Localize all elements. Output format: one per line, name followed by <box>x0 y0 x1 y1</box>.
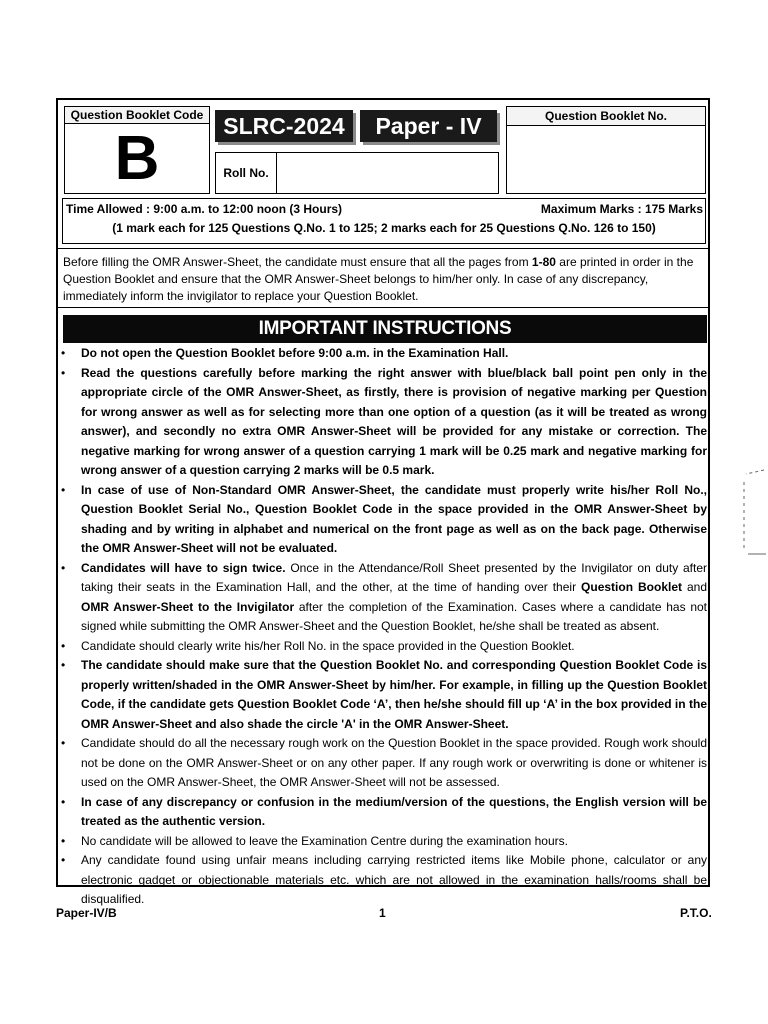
roll-number-field <box>277 153 498 193</box>
bullet: • <box>61 658 66 672</box>
paper-title: Paper - IV <box>360 110 497 142</box>
question-booklet-cover <box>56 98 710 906</box>
bullet: • <box>61 346 66 360</box>
divider <box>58 307 708 308</box>
time-marks-box <box>62 198 706 244</box>
crop-marks <box>742 468 768 558</box>
instruction-item: • Any candidate found using unfair means including carrying restricted items like Mobile phone, calculator or any electronic gadget or objectionable materials etc. which are not allowed in the examination halls/rooms shall be disqualified. <box>61 853 707 906</box>
booklet-number-label: Question Booklet No. <box>507 107 705 126</box>
instruction-item: • No candidate will be allowed to leave the Examination Centre during the examination hours. <box>61 832 707 852</box>
bullet: • <box>61 365 66 380</box>
booklet-number-box <box>506 106 706 194</box>
booklet-code-label: Question Booklet Code <box>65 107 209 124</box>
bullet: • <box>61 638 66 653</box>
intro-paragraph: Before filling the OMR Answer-Sheet, the candidate must ensure that all the pages from 1-80 are printed in order in the Question Booklet and ensure that the OMR Answer-Sheet belongs to him/her only. In case of any discrepancy, immediately inform the invigilator to replace your Question Booklet. <box>63 255 694 303</box>
bullet: • <box>61 560 66 575</box>
instruction-item: • Read the questions carefully before marking the right answer with blue/black ball point pen only in the appropriate circle of the OMR Answer-Sheet, as firstly, there is provision of negative marking per Question for wrong answer as well as for selecting more than one option of a question (as it will be treated as wrong answer), and secondly no extra OMR Answer-Sheet will be provided for any mistake or correction. The negative marking for wrong answer of a question carrying 1 mark will be 0.25 mark and negative marking for wrong answer of a question carrying 2 marks will be 0.5 mark. <box>61 365 707 477</box>
divider <box>58 248 708 249</box>
roll-number-label: Roll No. <box>216 153 277 193</box>
footer-page-number: 1 <box>379 906 386 920</box>
marks-distribution: (1 mark each for 125 Questions Q.No. 1 to 125; 2 marks each for 25 Questions Q.No. 126 to 150) <box>112 221 656 235</box>
instruction-item: • In case of any discrepancy or confusion in the medium/version of the questions, the English version will be treated as the authentic version. <box>61 794 707 828</box>
instruction-item: • In case of use of Non-Standard OMR Answer-Sheet, the candidate must properly write his/her Roll No., Question Booklet Serial No., Question Booklet Code in the space provided in the OMR Answer-Sheet by shading and by writing in alphabet and numerical on the front page as well as on the back page. Otherwise the OMR Answer-Sheet will not be evaluated. <box>61 482 707 555</box>
instruction-item: • The candidate should make sure that the Question Booklet No. and corresponding Question Booklet Code is properly written/shaded in the OMR Answer-Sheet by him/her. For example, in filling up the Question Booklet Code, if the candidate gets Question Booklet Code ‘A’, then he/she should fill up ‘A’ in the box provided in the OMR Answer-Sheet and also shade the circle 'A' in the OMR Answer-Sheet. <box>61 658 707 731</box>
instruction-item: • Candidate should clearly write his/her Roll No. in the space provided in the Question Booklet. <box>61 637 707 657</box>
instructions-heading: IMPORTANT INSTRUCTIONS <box>63 315 707 343</box>
instructions-list <box>61 344 707 910</box>
instruction-item: • Candidates will have to sign twice. Once in the Attendance/Roll Sheet presented by the Invigilator on duty after taking their seats in the Examination Hall, and the other, at the time of handing over their Question Booklet and OMR Answer-Sheet to the Invigilator after the completion of the Examination. Cases where a candidate has not signed while submitting the OMR Answer-Sheet and the Question Booklet, he/she shall be treated as absent. <box>61 560 708 633</box>
bullet: • <box>61 794 66 809</box>
bullet: • <box>61 853 66 867</box>
bullet: • <box>61 482 66 497</box>
bullet: • <box>61 833 66 848</box>
instruction-item: • Candidate should do all the necessary rough work on the Question Booklet in the space provided. Rough work should not be done on the OMR Answer-Sheet or on any other paper. If any rough work or overwriting is done or whitener is used on the OMR Answer-Sheet, the OMR Answer-Sheet will not be assessed. <box>61 736 707 789</box>
instruction-item: • Do not open the Question Booklet before 9:00 a.m. in the Examination Hall. <box>61 344 707 364</box>
roll-number-box <box>215 152 499 194</box>
maximum-marks: Maximum Marks : 175 Marks <box>540 202 703 216</box>
footer-pto: P.T.O. <box>680 906 712 920</box>
booklet-code-box <box>64 106 210 194</box>
exam-title: SLRC-2024 <box>215 110 353 142</box>
bullet: • <box>61 736 66 750</box>
footer-paper-code: Paper-IV/B <box>56 906 117 920</box>
time-allowed: Time Allowed : 9:00 a.m. to 12:00 noon (3 Hours) <box>66 202 343 216</box>
booklet-code-letter: B <box>114 124 160 193</box>
